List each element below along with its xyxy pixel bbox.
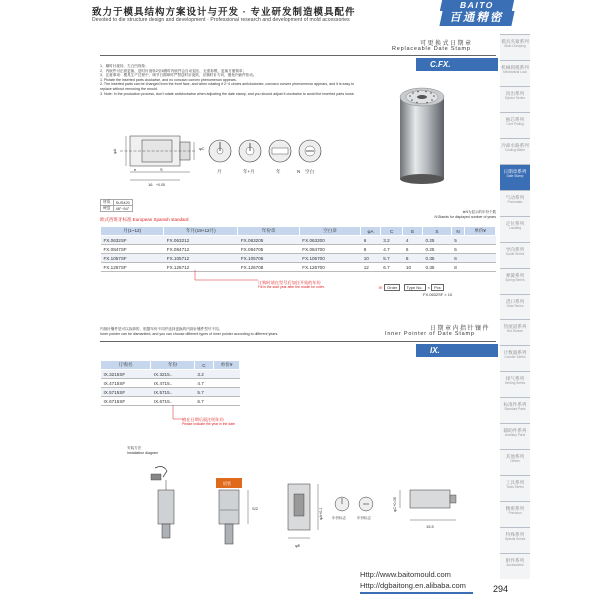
footer-url-2[interactable]: Http://dgbaitong.en.alibaba.com [360,581,466,590]
sidebar-tab-label-zh: 精密系列 [505,506,525,512]
dial-label-year: 年 [276,169,281,174]
dial-label-blank: 空白 [305,169,314,174]
table-cell: 6.7 [194,397,213,406]
table-header-cell: 年份章 [238,227,299,236]
sidebar-tab-label-zh: 工具系列 [505,480,525,486]
sidebar-tab[interactable] [500,86,530,112]
table-header-cell: 年月(19+12月) [164,227,238,236]
table-row [101,263,496,272]
table-cell: FX.084700 [299,245,360,254]
sidebar-tab[interactable] [500,138,530,164]
install-dial-a-icon [335,497,349,511]
brand-name-en: BAITO [440,0,514,11]
table-cell: IX.3215SF [101,370,151,379]
install-fc-label: φC+0.05 [393,497,397,512]
section2-desc [100,327,375,336]
sidebar-tab-label-zh: 热流道系列 [503,324,527,330]
sidebar-tab[interactable] [500,449,530,475]
sidebar-tab-label-en: Guide Series [505,251,525,256]
sidebar-tab[interactable] [500,345,530,371]
table-cell: 4.7 [380,245,403,254]
table-cell: 8 [451,263,464,272]
sidebar-tab[interactable] [500,190,530,216]
section1-red-note-en: Fill in the start year after the model for order. [258,285,325,289]
section2-rule [100,341,496,342]
table-cell: IX.6715SF [101,397,151,406]
sidebar-tab-label-en: Core Pulling [506,121,524,126]
table-cell [214,379,240,388]
table-header-cell: 空白章 [299,227,360,236]
sidebar-tab[interactable] [500,34,530,60]
header-title: 致力于模具结构方案设计与开发 · 专业研发制造模具配件 [92,7,356,18]
install-dial-b-icon [359,497,373,511]
table-cell: FX.126712 [164,263,238,272]
table-cell: 4 [403,236,423,245]
sidebar-tab-label-zh: 其他系列 [505,454,525,460]
material-table [100,199,133,212]
table-cell: 0.25 [423,236,452,245]
sidebar-tab[interactable] [500,216,530,242]
section1-code-banner [416,58,498,71]
table-cell: FX.1267SF [101,263,164,272]
sidebar-tab-label-zh: 顶出系列 [505,90,525,96]
sidebar-tab-label-en: Venting Series [504,381,526,386]
sidebar-tab-label-en: Mold Clamping [504,44,526,48]
sidebar-tab[interactable] [500,553,530,579]
unit-note-zh: ※N为显示的年份个数 [462,210,496,214]
install-step1 [158,480,174,538]
sidebar-tab[interactable] [500,501,530,527]
sidebar-tab-label-zh: 定位系列 [505,220,525,226]
table-header-cell: 订购名 [101,361,151,370]
hardness-value: 48°~54° [113,206,132,212]
section1-title-zh: 可更换式日期章 [420,41,473,47]
sidebar-tab-label-en: Hot Runner [506,329,524,334]
table-row [101,254,496,263]
dial-year-month-icon [239,140,261,162]
sidebar-tab-label-zh: 抽芯系列 [505,116,525,122]
section1-red-note [258,280,325,290]
table-cell: FX.063200 [299,236,360,245]
sidebar-tab-label-zh: 排气系列 [505,376,525,382]
install-tag-label: 铝管 [223,481,231,486]
drawing-e: e [134,167,137,172]
drawing-dim-a: φA [112,148,117,154]
dial-blank-icon [299,140,321,162]
section2-desc-en: Inner pointer can be dismantled, and you can choose different types of inner pointer according to different years. [100,331,279,336]
sidebar-tab[interactable] [500,423,530,449]
install-dial-a-label: 年份标志 [332,516,346,520]
section2-code: IX. [430,346,440,355]
dial-month-icon [209,140,231,162]
table-header-cell: φA [361,227,381,236]
date-stamp-photo [392,82,452,187]
table-header-cell: C [380,227,403,236]
sidebar-tab[interactable] [500,294,530,320]
sidebar-tab[interactable] [500,397,530,423]
sidebar-tab-label-en: Accessories [506,563,524,568]
install-inner-pointer [393,490,456,529]
order-example-qty: 10 [447,292,453,297]
sidebar-tab-label-zh: 导向系列 [505,246,525,252]
table-row [101,370,240,379]
table-header-cell: 月(1~12) [101,227,164,236]
section1-rule [100,55,496,56]
table-cell: 0.35 [423,263,452,272]
sidebar-tab-label-zh: 浇口系列 [505,298,525,304]
sidebar-tab-label-zh: 辅助件系列 [503,428,527,434]
section2-title-zh: 日期章内指针镶件 [430,326,491,332]
order-pcs: Pcs [431,284,444,291]
table-cell: FX.084712 [164,245,238,254]
red-note-arrow [192,270,262,284]
section1-red-note-zh: 订购时请在型号后加注开始的年份 [258,280,321,285]
sidebar-tab[interactable] [500,112,530,138]
section2-red-note-en: Please indicate the year in the date [182,422,235,426]
table-cell: 3.2 [380,236,403,245]
note-line: 1. Pictate the inserted parts clockwise, and no concavo convex phenomenon appears. [100,77,237,82]
install-s2-label: S/2 [252,506,259,511]
table-header-cell: S [423,227,452,236]
section2-desc-zh: 内指针镶件是可以拆卸的，根据年份不同并选择更换的内指针镶件型号不同。 [100,327,223,331]
header-subtitle: Devoted to die structure design and development · Professional research and development of mold accessories [92,17,350,23]
page-number: 294 [473,582,528,597]
sidebar-tab-label-zh: 日期章系列 [503,168,527,174]
install-len-label: 15.5 [426,524,434,529]
table-cell: 8 [361,245,381,254]
sidebar-tab-label-zh: 机械锁模系列 [501,64,529,70]
table-row [101,236,496,245]
order-example-model: FX.0632SF [423,292,444,297]
note-line: 2. The inserted parts can be changed from the front face, and when rotating it 2~4 circles anticlockwise, concavo convex phenomenon appears, and it is easy to replace without removing the mould. [100,82,355,91]
section2-red-note [182,417,235,427]
table-header-cell: C [194,361,213,370]
table-cell: FX.0847SF [101,245,164,254]
unit-note-en: N:Stands for displayed number of years [434,214,496,219]
sidebar-tab-label-en: Ejector Series [505,95,525,100]
install-step2 [216,478,259,544]
sidebar-tab-label-en: Others [510,459,520,464]
table-cell: 3.2 [194,370,213,379]
sidebar-tab-label-en: Mechanical Lock [503,69,527,74]
section2-red-arrow [170,405,185,423]
section2-red-note-zh: 请在日期后面注明年份 [182,417,224,422]
sidebar-tab-label-zh: 标准件系列 [503,402,527,408]
table-cell: 6 [451,254,464,263]
table-header-cell: 单价¥ [214,361,240,370]
dial-year-icon [269,140,291,162]
sidebar-tab-label-en: Counter Series [504,355,526,360]
table-header-cell: 年份 [151,361,195,370]
sidebar-tab-label-zh: 气动系列 [505,194,525,200]
hardness-label: 硬度 [101,206,114,212]
table-cell [214,397,240,406]
table-cell: 10 [403,263,423,272]
brand-logo [433,0,523,28]
install-tool-icon [151,467,167,480]
drawing-tol: +0.05 [156,183,165,187]
table-cell: FX.1057SF [101,254,164,263]
table-cell [214,370,240,379]
drawing-dim-s: S [160,167,163,172]
sidebar-tab[interactable] [500,268,530,294]
table-cell: FX.126700 [299,263,360,272]
material-label: 材质 [101,200,114,206]
sidebar-tab-label-en: Locating [508,225,522,230]
table-cell: 5.7 [380,254,403,263]
table-header-row [101,227,496,236]
sidebar-tab-label-en: Cooling Water [504,147,526,152]
table-cell: FX.105712 [164,254,238,263]
unit-note [390,210,496,219]
install-title-zh: 安装方法 [127,446,142,450]
order-type-no: Type No. [404,284,426,291]
sidebar-tab-label-en: Pneumatic [507,199,523,204]
table-cell: 6 [403,245,423,254]
standard-label: 欧式西班牙标准 European Spanish standard [100,217,189,222]
table-cell: 4.7 [194,379,213,388]
table-cell: 12 [361,263,381,272]
sidebar-tab-label-en: Special Series [504,537,526,542]
table-cell: 0.35 [423,254,452,263]
table-cell: 8 [403,254,423,263]
install-fe-label: φE [295,543,301,548]
section1-notes [100,64,365,96]
section1-code: C.FX. [430,60,451,69]
table-cell: FX.063212 [164,236,238,245]
brand-name-zh: 百通精密 [439,11,514,26]
table-cell: 6.7 [380,263,403,272]
table-cell: FX.126708 [238,263,299,272]
table-cell [214,388,240,397]
table-cell: IX.4715SF [101,379,151,388]
table-cell: 5 [451,236,464,245]
sidebar-tab[interactable] [500,319,530,345]
sidebar-tab[interactable] [500,60,530,86]
sidebar-tab-label-en: Tools Series [506,485,524,490]
dial-label-month: 月 [217,169,222,174]
table-cell: 0.25 [423,245,452,254]
table-cell: 10 [361,254,381,263]
table-row [101,245,496,254]
drawing-dim-len: 16 [148,182,153,187]
table-cell: IX.5715.. [151,388,195,397]
table-cell: 6 [361,236,381,245]
note-line: 3. Note: In the production process, don't rotate anticlockwise when adjusting the date stamp, and you should adjust it clockwise to avoid the inserted parts loose. [100,91,355,96]
install-step3 [288,484,323,548]
section1-technical-drawing [100,128,355,190]
sidebar-tab-label-zh: 计数器系列 [503,350,527,356]
section1-title-en: Replaceable Date Stamp [392,46,471,52]
table-header-cell: E [403,227,423,236]
table-cell: IX.6715.. [151,397,195,406]
sidebar-tab-label-en: Date Stamp [506,173,524,178]
note-line: 2、内嵌件可正面更换，逆时针旋转2至4圈时内嵌件会自动退出，无需拆模，更换方便简单； [100,68,247,73]
table-cell [465,263,496,272]
table-cell: FX.063205 [238,236,299,245]
installation-diagram [120,460,500,560]
order-example: ☏ Order Type No. × Pcs FX.0632SF × 10 [378,285,453,297]
sidebar-tab[interactable] [500,242,530,268]
page-header [0,0,600,30]
order-icon: ☏ [378,285,384,290]
note-line: 3、注意事项：模具生产过程中，调节日期章时严禁逆时针旋转，应顺时针方向，避免内嵌件松动。 [100,73,257,78]
order-label: Order [384,284,400,291]
sidebar-tab[interactable] [500,371,530,397]
drawing-dim-c: φC [199,146,205,151]
sidebar-tab-label-zh: 附件系列 [505,558,525,564]
sidebar-tab-label-en: Auxiliary Parts [504,433,526,438]
section2-code-banner [416,344,498,357]
table-row [101,388,240,397]
table-cell [465,245,496,254]
table-cell [465,236,496,245]
install-title [127,446,158,455]
note-line: 1、顺时针旋转，左凸凹现象； [100,64,149,68]
sidebar-tab[interactable] [500,527,530,553]
dial-label-year-month: 年+月 [243,169,255,174]
table-cell [465,254,496,263]
sidebar-tab-label-zh: 模具夹紧系列 [501,39,529,44]
sidebar-tab-label-en: Gate Series [506,303,524,308]
section1-spec-table [100,226,496,272]
table-cell: 5 [451,245,464,254]
section2-title-en: Inner Pointer of Date Stamp [385,331,475,337]
category-sidebar [500,34,530,579]
table-header-cell: N [451,227,464,236]
section2-spec-table [100,360,240,406]
table-cell: FX.105700 [299,254,360,263]
sidebar-tab-label-en: Standard Parts [504,407,526,412]
table-cell: FX.0632SF [101,236,164,245]
install-dial-b-label: 年份标志 [357,516,371,520]
table-cell: IX.5715SF [101,388,151,397]
sidebar-tab-label-zh: 弹簧系列 [505,272,525,278]
sidebar-tab-label-zh: 冷却水路系列 [501,142,529,148]
material-value: SUS420 [113,200,132,206]
sidebar-tab-label-zh: 特殊系列 [505,532,525,538]
install-title-en: Installation diagram [127,450,159,455]
sidebar-tab[interactable] [500,475,530,501]
table-row [101,379,240,388]
install-fa-label: φA+0.1 [319,507,323,520]
table-header-cell: 单价¥ [465,227,496,236]
sidebar-tab[interactable] [500,164,530,190]
table-cell: FX.084705 [238,245,299,254]
sidebar-tab-label-en: Spring Series [505,277,525,282]
table-cell: IX.3215.. [151,370,195,379]
table-cell: FX.105706 [238,254,299,263]
dial-label-n: N [297,169,301,174]
table-cell: IX.4715.. [151,379,195,388]
sidebar-tab-label-en: Precision [508,511,522,516]
table-header-row [101,361,240,370]
footer-url-1[interactable]: Http://www.baitomould.com [360,570,451,579]
table-cell: 5.7 [194,388,213,397]
